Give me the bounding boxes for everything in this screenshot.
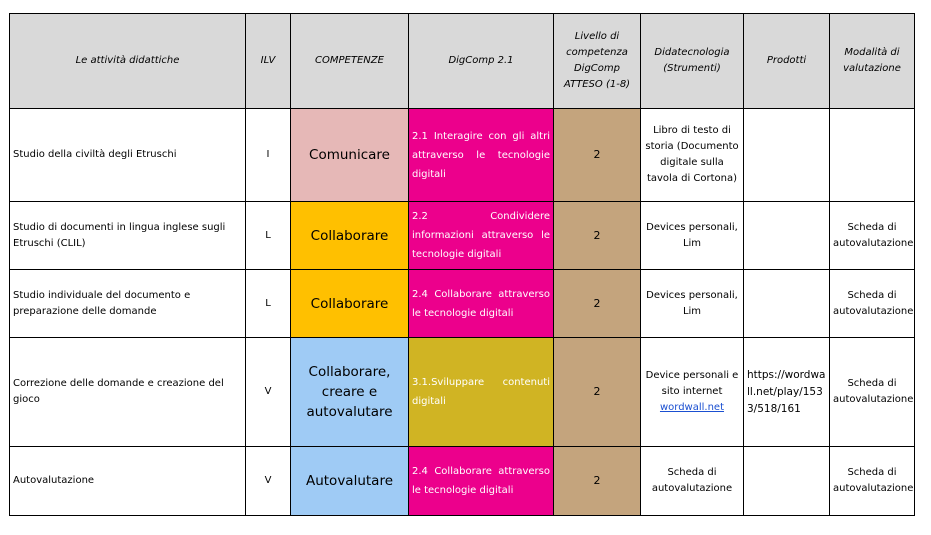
competenza-line: creare e (321, 384, 378, 400)
prodotti-cell (744, 447, 830, 516)
modalita-cell (830, 109, 915, 202)
didatecnologia-cell (641, 338, 744, 447)
competenza-cell: Collaborare (291, 202, 409, 270)
didatecnologia-cell: Libro di testo di storia (Documento digitale sulla tavola di Cortona) (641, 109, 744, 202)
level-cell: 2 (554, 270, 641, 338)
competenza-cell: Autovalutare (291, 447, 409, 516)
activities-table (9, 13, 915, 516)
digcomp-cell: 3.1.Sviluppare contenuti digitali (409, 338, 554, 447)
didatecnologia-text: Device personali e sito internet (645, 370, 739, 397)
activity-cell: Autovalutazione (10, 447, 246, 516)
didatecnologia-cell: Devices personali, Lim (641, 202, 744, 270)
digcomp-cell: 2.4 Collaborare attraverso le tecnologie digitali (409, 270, 554, 338)
modalita-cell: Scheda di autovalutazione (830, 202, 915, 270)
ilv-cell: L (246, 270, 291, 338)
header-level-line: competenza (566, 47, 628, 58)
digcomp-cell: 2.1 Interagire con gli altri attraverso le tecnologie digitali (409, 109, 554, 202)
activity-cell: Correzione delle domande e creazione del gioco (10, 338, 246, 447)
header-prodotti: Prodotti (744, 14, 830, 109)
competenza-cell: Collaborare (291, 270, 409, 338)
competenza-cell (291, 338, 409, 447)
header-didatecnologia-line: Didatecnologia (654, 47, 730, 58)
didatecnologia-cell: Devices personali, Lim (641, 270, 744, 338)
header-modalita (830, 14, 915, 109)
header-level (554, 14, 641, 109)
ilv-cell: L (246, 202, 291, 270)
modalita-cell: Scheda di autovalutazione (830, 270, 915, 338)
digcomp-cell: 2.4 Collaborare attraverso le tecnologie digitali (409, 447, 554, 516)
header-level-line: Livello di (574, 31, 620, 42)
header-level-line: ATTESO (1-8) (563, 79, 631, 90)
digcomp-cell: 2.2 Condividere informazioni attraverso le tecnologie digitali (409, 202, 554, 270)
table-row (10, 109, 915, 202)
activity-cell: Studio di documenti in lingua inglese sugli Etruschi (CLIL) (10, 202, 246, 270)
didatecnologia-cell: Scheda di autovalutazione (641, 447, 744, 516)
table-row (10, 202, 915, 270)
header-level-line: DigComp (573, 63, 620, 74)
table-row (10, 270, 915, 338)
header-didatecnologia-line: (Strumenti) (663, 63, 721, 74)
header-digcomp: DigComp 2.1 (409, 14, 554, 109)
wordwall-link[interactable]: wordwall.net (659, 402, 725, 413)
header-modalita-line: Modalità di (844, 47, 900, 58)
level-cell: 2 (554, 338, 641, 447)
table-row (10, 447, 915, 516)
modalita-cell: Scheda di autovalutazione (830, 447, 915, 516)
modalita-cell: Scheda di autovalutazione (830, 338, 915, 447)
prodotti-cell (744, 109, 830, 202)
header-activities: Le attività didattiche (10, 14, 246, 109)
header-didatecnologia (641, 14, 744, 109)
level-cell: 2 (554, 109, 641, 202)
activity-cell: Studio individuale del documento e preparazione delle domande (10, 270, 246, 338)
level-cell: 2 (554, 447, 641, 516)
activity-cell: Studio della civiltà degli Etruschi (10, 109, 246, 202)
header-modalita-line: valutazione (843, 63, 901, 74)
competenza-line: Collaborare, (308, 364, 391, 380)
header-competenze: COMPETENZE (291, 14, 409, 109)
ilv-cell: I (246, 109, 291, 202)
prodotti-cell: https://wordwall.net/play/1533/518/161 (744, 338, 830, 447)
competenza-cell: Comunicare (291, 109, 409, 202)
prodotti-cell (744, 202, 830, 270)
ilv-cell: V (246, 338, 291, 447)
header-ilv: ILV (246, 14, 291, 109)
prodotti-cell (744, 270, 830, 338)
competenza-line: autovalutare (306, 404, 393, 420)
ilv-cell: V (246, 447, 291, 516)
level-cell: 2 (554, 202, 641, 270)
header-row (10, 14, 915, 109)
table-row (10, 338, 915, 447)
